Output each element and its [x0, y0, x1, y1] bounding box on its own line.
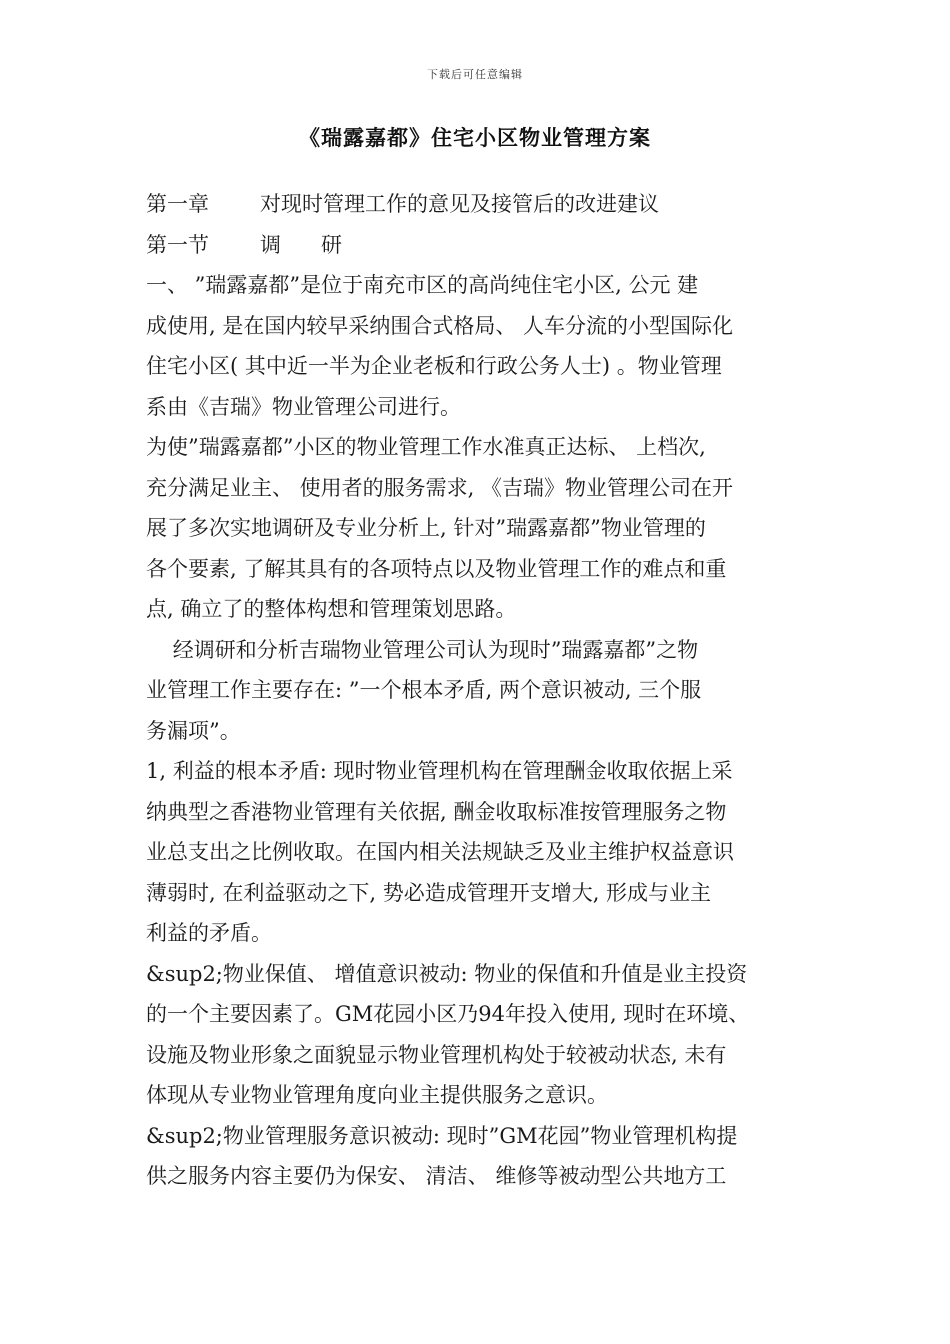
text-line: 各个要素, 了解其具有的各项特点以及物业管理工作的难点和重	[146, 556, 727, 581]
text-line: 点, 确立了的整体构想和管理策划思路。	[146, 597, 517, 621]
text-line: 1, 利益的根本矛盾: 现时物业管理机构在管理酬金收取依据上采	[146, 759, 733, 783]
text-line: 业总支出之比例收取。在国内相关法规缺乏及业主维护权益意识	[146, 840, 734, 864]
section-text: 调 研	[260, 232, 343, 257]
section-heading	[146, 225, 810, 266]
text-line: &sup2;物业保值、 增值意识被动: 物业的保值和升值是业主投资	[146, 961, 748, 986]
text-line: 的一个主要因素了。GM花园小区乃94年投入使用, 现时在环境、	[146, 1002, 750, 1026]
text-line: 充分满足业主、 使用者的服务需求, 《吉瑞》物业管理公司在开	[146, 475, 734, 500]
text-line: 务漏项”。	[146, 718, 241, 743]
section-label: 第一节	[146, 232, 209, 257]
text-line: 系由《吉瑞》物业管理公司进行。	[146, 394, 461, 419]
text-line: 展了多次实地调研及专业分析上, 针对”瑞露嘉都”物业管理的	[146, 516, 706, 540]
document-body	[146, 184, 810, 1197]
chapter-text: 对现时管理工作的意见及接管后的改进建议	[260, 192, 659, 216]
text-line: 业管理工作主要存在: ”一个根本矛盾, 两个意识被动, 三个服	[146, 678, 702, 702]
text-line: 一、 ”瑞露嘉都”是位于南充市区的高尚纯住宅小区, 公元 建	[146, 273, 699, 297]
text-line: 成使用, 是在国内较早采纳围合式格局、 人车分流的小型国际化	[146, 313, 734, 338]
text-line: 经调研和分析吉瑞物业管理公司认为现时”瑞露嘉都”之物	[146, 637, 699, 662]
text-line: 住宅小区( 其中近一半为企业老板和行政公务人士) 。物业管理	[146, 354, 722, 378]
text-line: 设施及物业形象之面貌显示物业管理机构处于较被动状态, 未有	[146, 1042, 727, 1067]
header-note: 下载后可任意编辑	[427, 68, 523, 81]
text-line: 体现从专业物业管理角度向业主提供服务之意识。	[146, 1083, 608, 1107]
text-line: &sup2;物业管理服务意识被动: 现时”GM花园”物业管理机构提	[146, 1123, 738, 1148]
text-line: 为使”瑞露嘉都”小区的物业管理工作水准真正达标、 上档次,	[146, 435, 706, 459]
text-line: 利益的矛盾。	[146, 921, 272, 945]
text-line: 纳典型之香港物业管理有关依据, 酬金收取标准按管理服务之物	[146, 799, 727, 824]
document-title: 《瑞露嘉都》住宅小区物业管理方案	[299, 125, 651, 150]
chapter-label: 第一章	[146, 192, 209, 216]
text-line: 薄弱时, 在利益驱动之下, 势必造成管理开支增大, 形成与业主	[146, 880, 712, 905]
chapter-heading	[146, 184, 810, 225]
text-line: 供之服务内容主要仍为保安、 清洁、 维修等被动型公共地方工	[146, 1164, 727, 1188]
